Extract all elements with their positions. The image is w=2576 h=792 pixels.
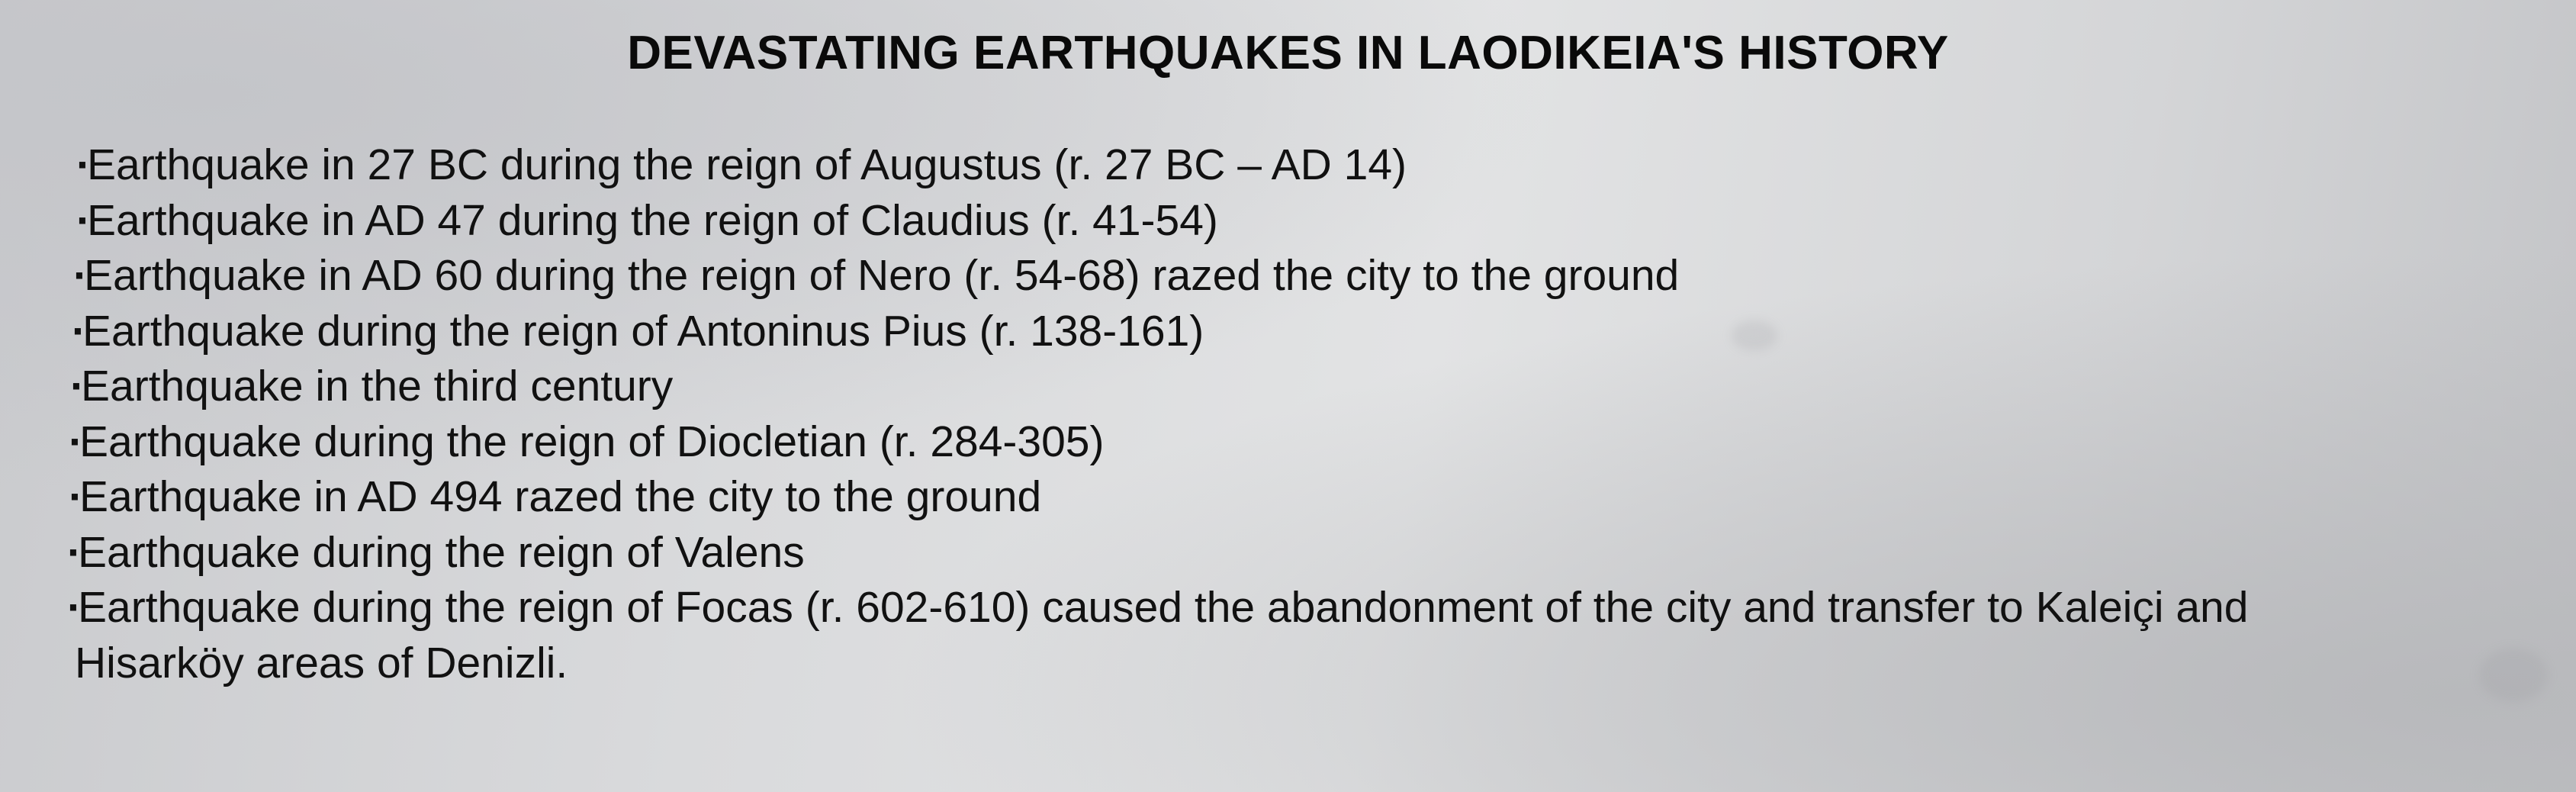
list-item-text: Earthquake during the reign of Antoninus Pius (r. 138-161) <box>82 306 1204 356</box>
list-item-text: Earthquake during the reign of Focas (r. 602-610) caused the abandonment of the city and transfer to Kaleiçi and <box>78 583 2249 632</box>
list-item-text: Earthquake during the reign of Diocletian (r. 284-305) <box>79 417 1105 466</box>
list-item-text: Earthquake during the reign of Valens <box>78 527 805 577</box>
bullet-mark: · <box>69 417 83 466</box>
list-item <box>67 580 2531 691</box>
bullet-mark: · <box>76 195 91 245</box>
bullet-mark: · <box>70 362 85 410</box>
bullet-mark: · <box>69 472 83 521</box>
list-item <box>73 248 2531 304</box>
list-item <box>72 304 2531 359</box>
list-item <box>69 414 2531 470</box>
sign-title: DEVASTATING EARTHQUAKES IN LAODIKEIA'S HISTORY <box>627 27 1949 79</box>
bullet-mark: · <box>67 583 82 632</box>
list-item-continuation: Hisarköy areas of Denizli. <box>75 638 568 687</box>
list-item <box>70 359 2531 414</box>
bullet-mark: · <box>67 527 82 577</box>
bullet-mark: · <box>73 251 88 300</box>
bullet-mark: · <box>76 140 91 189</box>
bullet-mark: · <box>72 306 86 356</box>
list-item <box>67 525 2531 581</box>
list-item <box>76 137 2531 193</box>
list-item-text: Earthquake in AD 60 during the reign of Nero (r. 54-68) razed the city to the ground <box>84 251 1680 300</box>
list-item <box>69 469 2531 525</box>
list-item-text: Earthquake in AD 47 during the reign of Claudius (r. 41-54) <box>87 195 1218 245</box>
earthquake-list <box>67 137 2531 691</box>
list-item-text: Earthquake in AD 494 razed the city to the ground <box>79 472 1042 521</box>
list-item-text: Earthquake in 27 BC during the reign of Augustus (r. 27 BC – AD 14) <box>87 140 1407 189</box>
list-item-text: Earthquake in the third century <box>81 362 674 410</box>
list-item <box>76 193 2531 249</box>
